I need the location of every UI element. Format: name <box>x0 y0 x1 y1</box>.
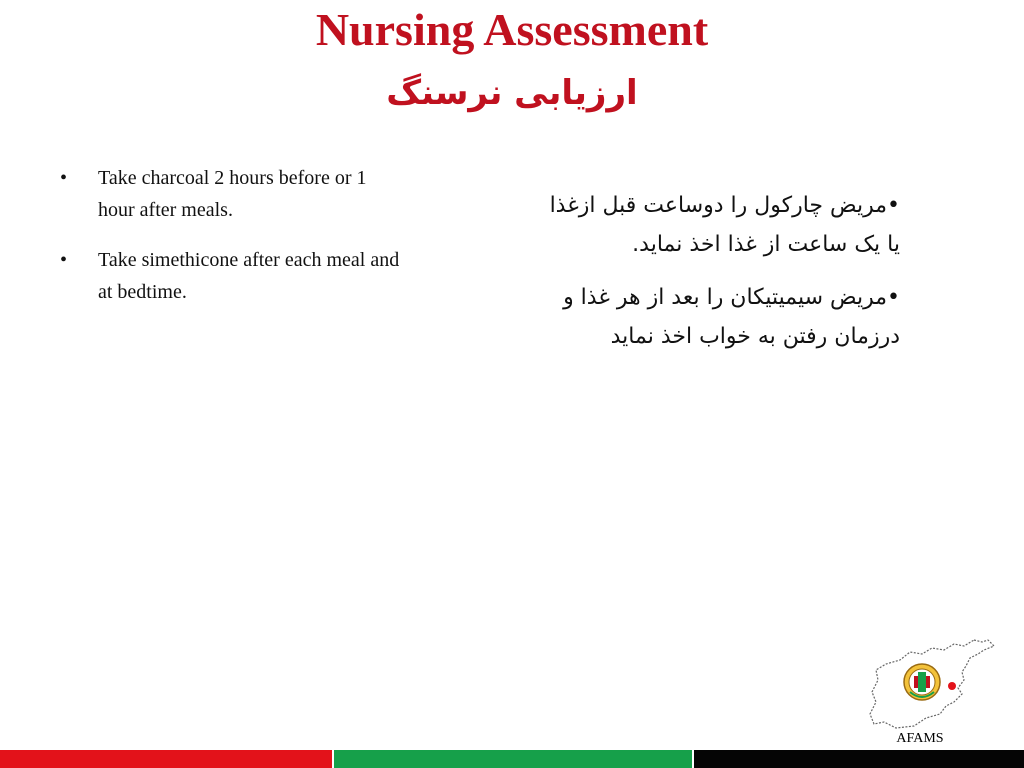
persian-bullet-list <box>548 186 900 370</box>
bullet-icon: • <box>60 249 68 271</box>
list-item: •مریض سیمیتیکان را بعد از هر غذا و درزمان رفتن به خواب اخذ نماید <box>563 285 900 349</box>
list-item <box>52 162 402 226</box>
slide-title-english: Nursing Assessment <box>315 4 709 55</box>
footer-bar-red-segment <box>0 750 332 768</box>
footer-bar-green-segment <box>334 750 692 768</box>
slide-title-persian: ارزیابی نرسنگ <box>386 73 638 113</box>
afghanistan-map-emblem-icon <box>866 636 998 736</box>
footer-color-bar <box>0 750 1024 768</box>
list-item: •مریض چارکول را دوساعت قبل ازغذا یا یک ساعت از غذا اخذ نماید. <box>549 193 900 257</box>
bullet-icon: • <box>60 167 68 189</box>
footer-org-label: AFAMS <box>896 731 944 746</box>
english-bullet-list <box>52 162 402 326</box>
bullet-text: Take simethicone after each meal and at bedtime. <box>98 249 400 303</box>
bullet-text: Take charcoal 2 hours before or 1 hour after meals. <box>98 167 367 221</box>
list-item <box>52 244 402 308</box>
footer-bar-black-segment <box>694 750 1024 768</box>
